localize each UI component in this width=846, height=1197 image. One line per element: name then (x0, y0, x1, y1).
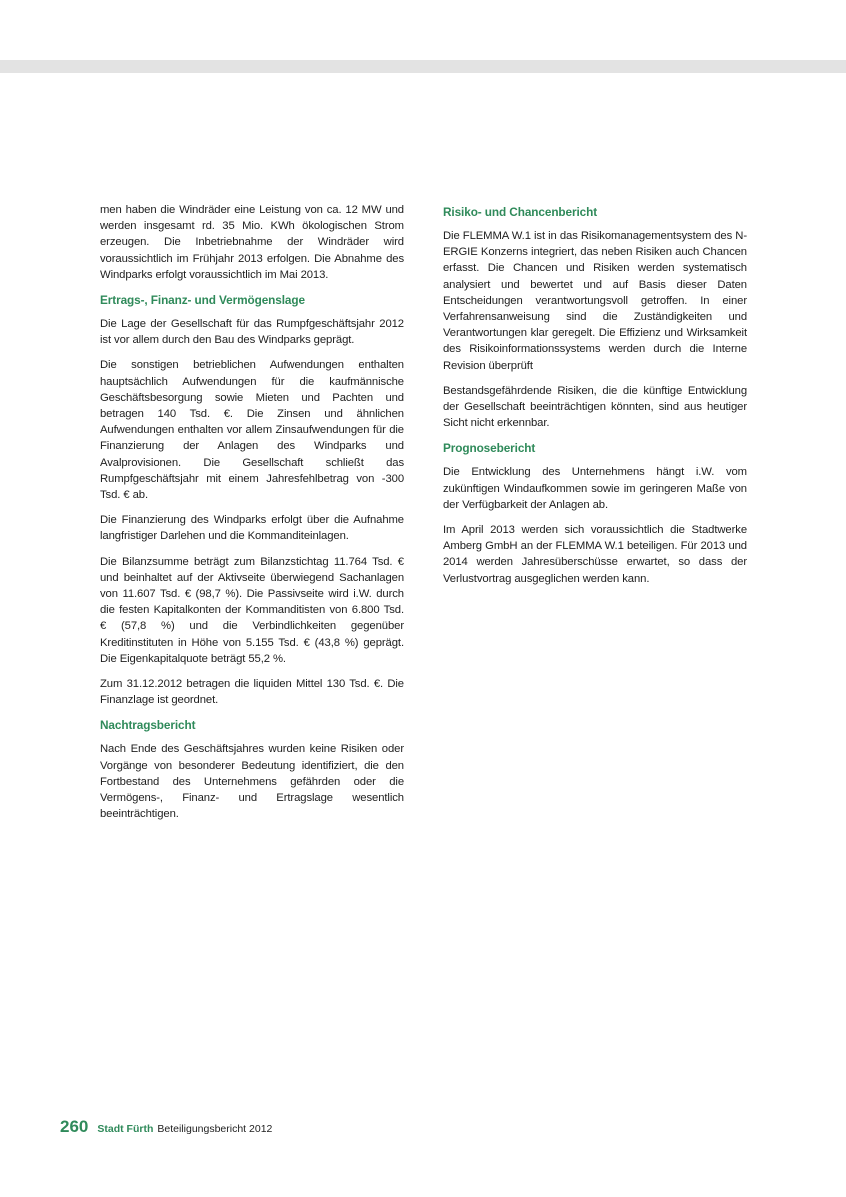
paragraph-bilanzsumme: Die Bilanzsumme beträgt zum Bilanzstichtag 11.764 Tsd. € und beinhaltet auf der Aktivseite überwiegend Sachanlagen von 11.607 Tsd. € (98,7 %). Die Passivseite wird i.W. durch die festen Kapitalkonten der Kommanditisten von 6.800 Tsd. € (57,8 %) und die Verbindlichkeiten gegenüber Kreditinstituten in Höhe von 5.155 Tsd. € (43,8 %) geprägt. Die Eigenkapitalquote beträgt 55,2 %. (100, 555, 404, 665)
heading-ertrags-finanz-vermoegenslage: Ertrags-, Finanz- und Vermögenslage (100, 293, 305, 308)
right-column (443, 202, 747, 596)
footer-city: Stadt Fürth (97, 1123, 154, 1135)
page-footer (60, 1117, 272, 1137)
paragraph-aufwendungen: Die sonstigen betrieblichen Aufwendungen enthalten hauptsächlich Aufwendungen für die kaufmännische Geschäftsbesorgung sowie Mieten und Pachten und betragen 140 Tsd. €. Die Zinsen und ähnlichen Aufwendungen enthalten vor allem Zinsaufwendungen für die Finanzierung der Anlagen des Windparks und Avalprovisionen. Die Gesellschaft schließt das Rumpfgeschäftsjahr mit einem Jahresfehlbetrag von -300 Tsd. € ab. (100, 359, 404, 502)
paragraph-nachtragsbericht: Nach Ende des Geschäftsjahres wurden keine Risiken oder Vorgänge von besonderer Bedeutung identifiziert, die den Fortbestand des Unternehmens gefährden oder die Vermögens-, Finanz- und Ertragslage wesentlich beeinträchtigen. (100, 743, 404, 821)
top-band (0, 60, 846, 73)
paragraph-liquide-mittel: Zum 31.12.2012 betragen die liquiden Mittel 130 Tsd. €. Die Finanzlage ist geordnet. (100, 678, 404, 707)
paragraph-entwicklung-unternehmen: Die Entwicklung des Unternehmens hängt i.W. vom zukünftigen Windaufkommen sowie im geringeren Maße von der Verfügbarkeit der Anlagen ab. (443, 466, 747, 511)
heading-risiko-chancenbericht: Risiko- und Chancenbericht (443, 205, 598, 219)
paragraph-windpark-performance: men haben die Windräder eine Leistung von ca. 12 MW und werden insgesamt rd. 35 Mio. KWh ökologischen Strom erzeugen. Die Inbetriebnahme der Windräder wird voraussichtlich im Frühjahr 2013 erfolgen. Die Abnahme des Windparks erfolgt voraussichtlich im Mai 2013. (100, 204, 404, 281)
paragraph-risikomanagement: Die FLEMMA W.1 ist in das Risikomanagementsystem des N-ERGIE Konzerns integriert, das neben Risiken auch Chancen erfasst. Die Chancen und Risiken werden systematisch analysiert und bewertet und auf Basis dieser Daten Entscheidungen verantwortungsvoll getroffen. In einer Verfahrensanweisung sind die Zuständigkeiten und Verantwortungen klar geregelt. Die Effizienz und Wirksamkeit des Risikoinformationssystems werden durch die Interne Revision überprüft (443, 230, 747, 372)
left-column (100, 202, 404, 832)
page-number: 260 (60, 1117, 89, 1136)
heading-nachtragsbericht: Nachtragsbericht (100, 718, 196, 733)
paragraph-bestandsgefaehrdende-risiken: Bestandsgefährdende Risiken, die die künftige Entwicklung der Gesellschaft beeinträchtigen könnten, sind aus heutiger Sicht nicht erkennbar. (443, 384, 747, 430)
footer-report-title: Beteiligungsbericht 2012 (157, 1123, 273, 1135)
paragraph-stadtwerke-amberg: Im April 2013 werden sich voraussichtlich die Stadtwerke Amberg GmbH an der FLEMMA W.1 beteiligen. Für 2013 und 2014 werden Jahresüberschüsse erwartet, so dass der Verlustvortrag ausgeglichen werden kann. (443, 524, 747, 585)
heading-prognosebericht: Prognosebericht (443, 441, 536, 456)
paragraph-finanzierung: Die Finanzierung des Windparks erfolgt über die Aufnahme langfristiger Darlehen und die Kommanditeinlagen. (100, 514, 404, 543)
paragraph-lage-gesellschaft: Die Lage der Gesellschaft für das Rumpfgeschäftsjahr 2012 ist vor allem durch den Bau des Windparks geprägt. (100, 318, 404, 347)
